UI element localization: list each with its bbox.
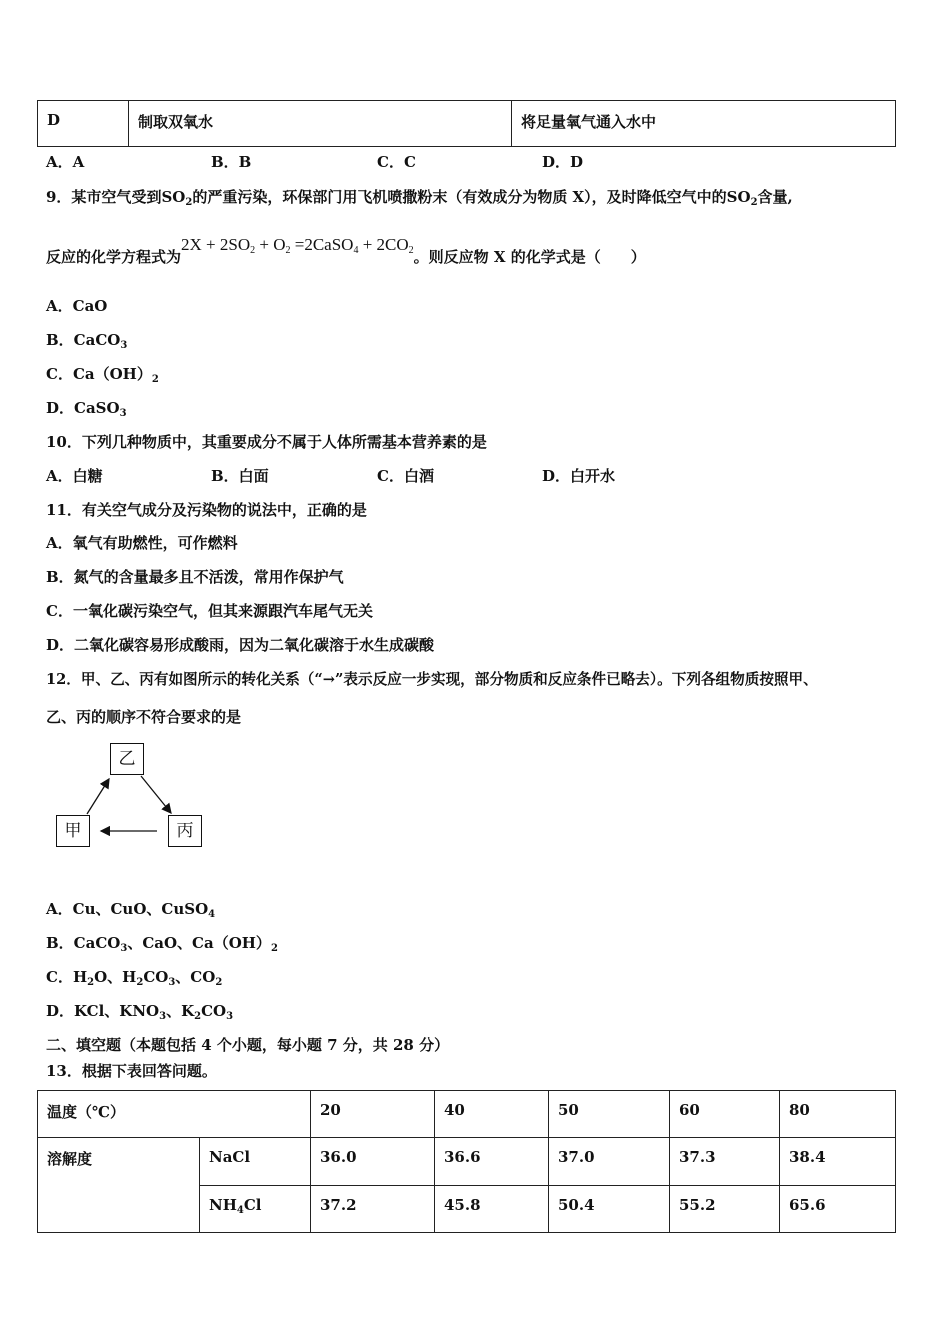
- nh4cl-value-80: 65.6: [780, 1186, 896, 1233]
- nh4cl-label-part: NH: [209, 1196, 237, 1214]
- top-table-col1: D: [38, 101, 129, 147]
- q11-option-a[interactable]: A．氧气有助燃性，可作燃料: [46, 534, 238, 552]
- subscript: 3: [119, 408, 127, 419]
- subscript: 2: [87, 977, 95, 988]
- subscript: 4: [208, 909, 216, 920]
- subscript: 2: [408, 245, 414, 256]
- arrow-jia-to-yi: [87, 779, 109, 814]
- q9-stem-part: 含量,: [757, 188, 793, 206]
- q8-option-b[interactable]: B．B: [211, 153, 252, 171]
- q12-stem-line2: 乙、丙的顺序不符合要求的是: [46, 708, 242, 726]
- q9-option-a[interactable]: A．CaO: [46, 297, 108, 315]
- eq-part: =2CaSO: [290, 235, 354, 254]
- option-text: 、CaO、Ca（OH）: [127, 934, 271, 952]
- nacl-label: NaCl: [200, 1138, 311, 1186]
- q10-option-a[interactable]: A．白糖: [46, 467, 103, 485]
- subscript: 2: [285, 245, 291, 256]
- option-text: B．CaCO: [46, 934, 121, 952]
- top-table-col3: 将足量氧气通入水中: [512, 101, 896, 147]
- header-temp-40: 40: [435, 1091, 549, 1138]
- q11-option-c[interactable]: C．一氧化碳污染空气，但其来源跟汽车尾气无关: [46, 602, 373, 620]
- eq-part: + 2CO: [358, 235, 409, 254]
- q9-stem-part: 9．某市空气受到SO: [46, 188, 186, 206]
- subscript: 2: [185, 197, 193, 208]
- header-temp-60: 60: [670, 1091, 780, 1138]
- subscript: 2: [750, 197, 758, 208]
- q12-option-c[interactable]: [46, 966, 222, 988]
- subscript: 2: [270, 943, 278, 954]
- eq-part: + O: [255, 235, 286, 254]
- nacl-value-60: 37.3: [670, 1138, 780, 1186]
- diagram-arrows: [0, 0, 260, 880]
- top-table-col2: 制取双氧水: [129, 101, 512, 147]
- option-text: 、CO: [175, 968, 216, 986]
- q9-stem-suffix: 。则反应物 X 的化学式是（ ）: [413, 248, 646, 266]
- subscript: 3: [226, 1011, 234, 1022]
- subscript: 2: [151, 374, 159, 385]
- q12-option-d[interactable]: [46, 1000, 233, 1022]
- table-row-nacl: [38, 1138, 896, 1186]
- subscript: 2: [194, 1011, 202, 1022]
- option-text: CO: [201, 1002, 227, 1020]
- option-text: A．Cu、CuO、CuSO: [46, 900, 209, 918]
- nh4cl-label-part: Cl: [243, 1196, 262, 1214]
- solubility-table: [37, 1090, 896, 1233]
- nacl-value-40: 36.6: [435, 1138, 549, 1186]
- q9-stem-prefix: 反应的化学方程式为: [46, 248, 182, 266]
- nacl-value-80: 38.4: [780, 1138, 896, 1186]
- eq-part: 2X + 2SO: [181, 235, 251, 254]
- option-text: D．CaSO: [46, 399, 120, 417]
- q10-option-c[interactable]: C．白酒: [377, 467, 434, 485]
- arrow-yi-to-bing: [141, 776, 171, 813]
- q10-stem: 10．下列几种物质中，其重要成分不属于人体所需基本营养素的是: [46, 433, 487, 451]
- subscript: 2: [250, 245, 256, 256]
- q11-option-d[interactable]: D．二氧化碳容易形成酸雨，因为二氧化碳溶于水生成碳酸: [46, 636, 435, 654]
- q8-option-c[interactable]: C．C: [377, 153, 416, 171]
- diagram-box-left: 甲: [56, 815, 90, 847]
- subscript: 3: [120, 943, 128, 954]
- option-text: C．H: [46, 968, 88, 986]
- subscript: 4: [353, 245, 359, 256]
- subscript: 2: [136, 977, 144, 988]
- option-text: C．Ca（OH）: [46, 365, 152, 383]
- subscript: 3: [168, 977, 176, 988]
- option-text: 、K: [166, 1002, 195, 1020]
- q8-option-d[interactable]: D．D: [542, 153, 584, 171]
- nacl-value-20: 36.0: [311, 1138, 435, 1186]
- option-text: O、H: [94, 968, 137, 986]
- option-text: D．KCl、KNO: [46, 1002, 160, 1020]
- row-label-solubility: 溶解度: [38, 1138, 200, 1233]
- subscript: 3: [159, 1011, 167, 1022]
- option-text: B．CaCO: [46, 331, 121, 349]
- option-text: CO: [143, 968, 169, 986]
- q10-option-b[interactable]: B．白面: [211, 467, 269, 485]
- diagram-box-top: 乙: [110, 743, 144, 775]
- nacl-value-50: 37.0: [549, 1138, 670, 1186]
- table-header-row: [38, 1091, 896, 1138]
- q11-stem: 11．有关空气成分及污染物的说法中，正确的是: [46, 501, 367, 519]
- q12-option-b[interactable]: [46, 932, 278, 954]
- subscript: 3: [120, 340, 128, 351]
- q13-stem: 13．根据下表回答问题。: [46, 1062, 217, 1080]
- nh4cl-value-50: 50.4: [549, 1186, 670, 1233]
- header-temp-50: 50: [549, 1091, 670, 1138]
- nh4cl-label: [200, 1186, 311, 1233]
- q11-option-b[interactable]: B．氮气的含量最多且不活泼，常用作保护气: [46, 568, 344, 586]
- q9-stem-part: 的严重污染，环保部门用飞机喷撒粉末（有效成分为物质 X），及时降低空气中的SO: [192, 188, 751, 206]
- q12-stem-line1: 12．甲、乙、丙有如图所示的转化关系（“→”表示反应一步实现，部分物质和反应条件已略去）。下列各组物质按照甲、: [46, 671, 818, 688]
- header-temp-80: 80: [780, 1091, 896, 1138]
- nh4cl-value-60: 55.2: [670, 1186, 780, 1233]
- header-temp-20: 20: [311, 1091, 435, 1138]
- q8-option-a[interactable]: A．A: [46, 153, 85, 171]
- subscript: 2: [215, 977, 223, 988]
- diagram-box-right: 丙: [168, 815, 202, 847]
- section-heading: 二、填空题（本题包括 4 个小题，每小题 7 分，共 28 分）: [46, 1036, 450, 1054]
- subscript: 4: [236, 1205, 244, 1216]
- nh4cl-value-20: 37.2: [311, 1186, 435, 1233]
- header-temp-label: 温度（℃）: [38, 1091, 311, 1138]
- q12-option-a[interactable]: [46, 898, 215, 920]
- q10-option-d[interactable]: D．白开水: [542, 467, 616, 485]
- nh4cl-value-40: 45.8: [435, 1186, 549, 1233]
